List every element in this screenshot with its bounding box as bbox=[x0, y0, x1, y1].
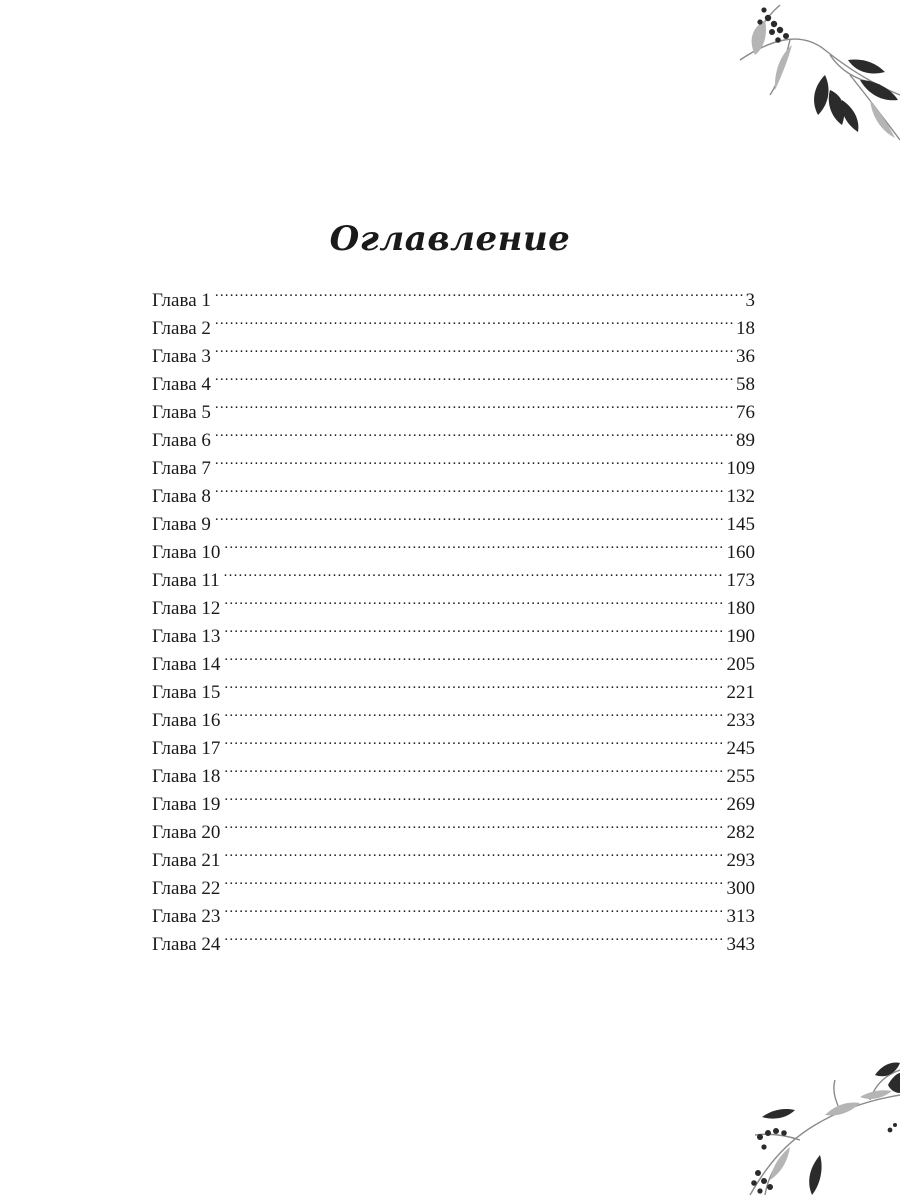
toc-entry bbox=[152, 558, 755, 591]
toc-entry-page: 221 bbox=[726, 682, 755, 703]
toc-entry bbox=[152, 726, 755, 759]
toc-entry bbox=[152, 586, 755, 619]
toc-entry-label: Глава 1 bbox=[152, 290, 211, 311]
toc-leader-dots bbox=[224, 894, 723, 922]
toc-entry-page: 300 bbox=[726, 878, 755, 899]
toc-entry-page: 255 bbox=[726, 766, 755, 787]
toc-entry bbox=[152, 502, 755, 535]
toc-entry-label: Глава 21 bbox=[152, 850, 221, 871]
toc-entry-page: 160 bbox=[726, 542, 755, 563]
toc-entry bbox=[152, 866, 755, 899]
toc-leader-dots bbox=[215, 446, 724, 474]
page-title: Оглавление bbox=[329, 218, 571, 259]
toc-entry bbox=[152, 894, 755, 927]
toc-entry-label: Глава 2 bbox=[152, 318, 211, 339]
toc-entry-page: 109 bbox=[726, 458, 755, 479]
toc-leader-dots bbox=[224, 558, 724, 586]
toc-entry bbox=[152, 418, 755, 451]
toc-entry-page: 282 bbox=[726, 822, 755, 843]
toc-entry-page: 233 bbox=[726, 710, 755, 731]
toc-entry-page: 245 bbox=[726, 738, 755, 759]
toc-leader-dots bbox=[215, 306, 733, 334]
toc-entry bbox=[152, 614, 755, 647]
toc-entry-label: Глава 24 bbox=[152, 934, 221, 955]
toc-entry-label: Глава 8 bbox=[152, 486, 211, 507]
toc-entry-page: 343 bbox=[726, 934, 755, 955]
toc-entry-page: 145 bbox=[726, 514, 755, 535]
toc-entry-page: 89 bbox=[736, 430, 755, 451]
toc-entry bbox=[152, 922, 755, 955]
toc-entry-page: 3 bbox=[745, 290, 755, 311]
toc-entry bbox=[152, 334, 755, 367]
toc-entry bbox=[152, 278, 755, 311]
toc-entry-page: 205 bbox=[726, 654, 755, 675]
toc-entry bbox=[152, 810, 755, 843]
toc-entry-page: 76 bbox=[736, 402, 755, 423]
toc-leader-dots bbox=[224, 586, 723, 614]
toc-leader-dots bbox=[224, 530, 723, 558]
toc-entry bbox=[152, 698, 755, 731]
toc-leader-dots bbox=[224, 642, 723, 670]
toc-leader-dots bbox=[215, 362, 733, 390]
toc-entry-label: Глава 3 bbox=[152, 346, 211, 367]
toc-entry bbox=[152, 446, 755, 479]
toc-leader-dots bbox=[224, 866, 723, 894]
toc-leader-dots bbox=[224, 614, 723, 642]
toc-leader-dots bbox=[224, 810, 723, 838]
floral-wreath-icon bbox=[740, 1055, 900, 1200]
toc-entry bbox=[152, 754, 755, 787]
toc-entry-label: Глава 11 bbox=[152, 570, 220, 591]
toc-entry-label: Глава 19 bbox=[152, 794, 221, 815]
toc-entry-label: Глава 13 bbox=[152, 626, 221, 647]
toc-entry bbox=[152, 670, 755, 703]
toc-entry-label: Глава 6 bbox=[152, 430, 211, 451]
toc-entry-label: Глава 4 bbox=[152, 374, 211, 395]
toc-entry-label: Глава 7 bbox=[152, 458, 211, 479]
toc-entry-label: Глава 17 bbox=[152, 738, 221, 759]
toc-leader-dots bbox=[224, 838, 723, 866]
toc-leader-dots bbox=[224, 782, 723, 810]
toc-entry-label: Глава 10 bbox=[152, 542, 221, 563]
toc-entry-label: Глава 22 bbox=[152, 878, 221, 899]
toc-leader-dots bbox=[215, 334, 733, 362]
table-of-contents bbox=[152, 278, 755, 955]
toc-leader-dots bbox=[224, 670, 723, 698]
toc-entry-label: Глава 16 bbox=[152, 710, 221, 731]
toc-entry-label: Глава 5 bbox=[152, 402, 211, 423]
toc-leader-dots bbox=[215, 474, 724, 502]
toc-entry bbox=[152, 838, 755, 871]
toc-leader-dots bbox=[224, 754, 723, 782]
toc-entry bbox=[152, 362, 755, 395]
toc-leader-dots bbox=[224, 698, 723, 726]
toc-entry-page: 58 bbox=[736, 374, 755, 395]
toc-entry-page: 132 bbox=[726, 486, 755, 507]
toc-entry bbox=[152, 782, 755, 815]
toc-entry-page: 36 bbox=[736, 346, 755, 367]
toc-leader-dots bbox=[215, 502, 724, 530]
toc-leader-dots bbox=[215, 278, 743, 306]
toc-entry bbox=[152, 642, 755, 675]
toc-entry-label: Глава 14 bbox=[152, 654, 221, 675]
toc-entry-page: 293 bbox=[726, 850, 755, 871]
toc-entry bbox=[152, 390, 755, 423]
toc-entry-label: Глава 15 bbox=[152, 682, 221, 703]
toc-entry-label: Глава 20 bbox=[152, 822, 221, 843]
toc-entry-label: Глава 23 bbox=[152, 906, 221, 927]
toc-entry-label: Глава 18 bbox=[152, 766, 221, 787]
toc-leader-dots bbox=[224, 726, 723, 754]
toc-entry bbox=[152, 306, 755, 339]
toc-entry-label: Глава 9 bbox=[152, 514, 211, 535]
toc-entry-page: 313 bbox=[726, 906, 755, 927]
toc-entry bbox=[152, 474, 755, 507]
toc-entry-page: 18 bbox=[736, 318, 755, 339]
toc-entry-page: 190 bbox=[726, 626, 755, 647]
toc-entry-label: Глава 12 bbox=[152, 598, 221, 619]
floral-branch-icon bbox=[730, 0, 900, 145]
toc-leader-dots bbox=[224, 922, 723, 950]
toc-leader-dots bbox=[215, 418, 733, 446]
toc-entry bbox=[152, 530, 755, 563]
toc-entry-page: 269 bbox=[726, 794, 755, 815]
toc-entry-page: 173 bbox=[726, 570, 755, 591]
toc-leader-dots bbox=[215, 390, 733, 418]
toc-entry-page: 180 bbox=[726, 598, 755, 619]
